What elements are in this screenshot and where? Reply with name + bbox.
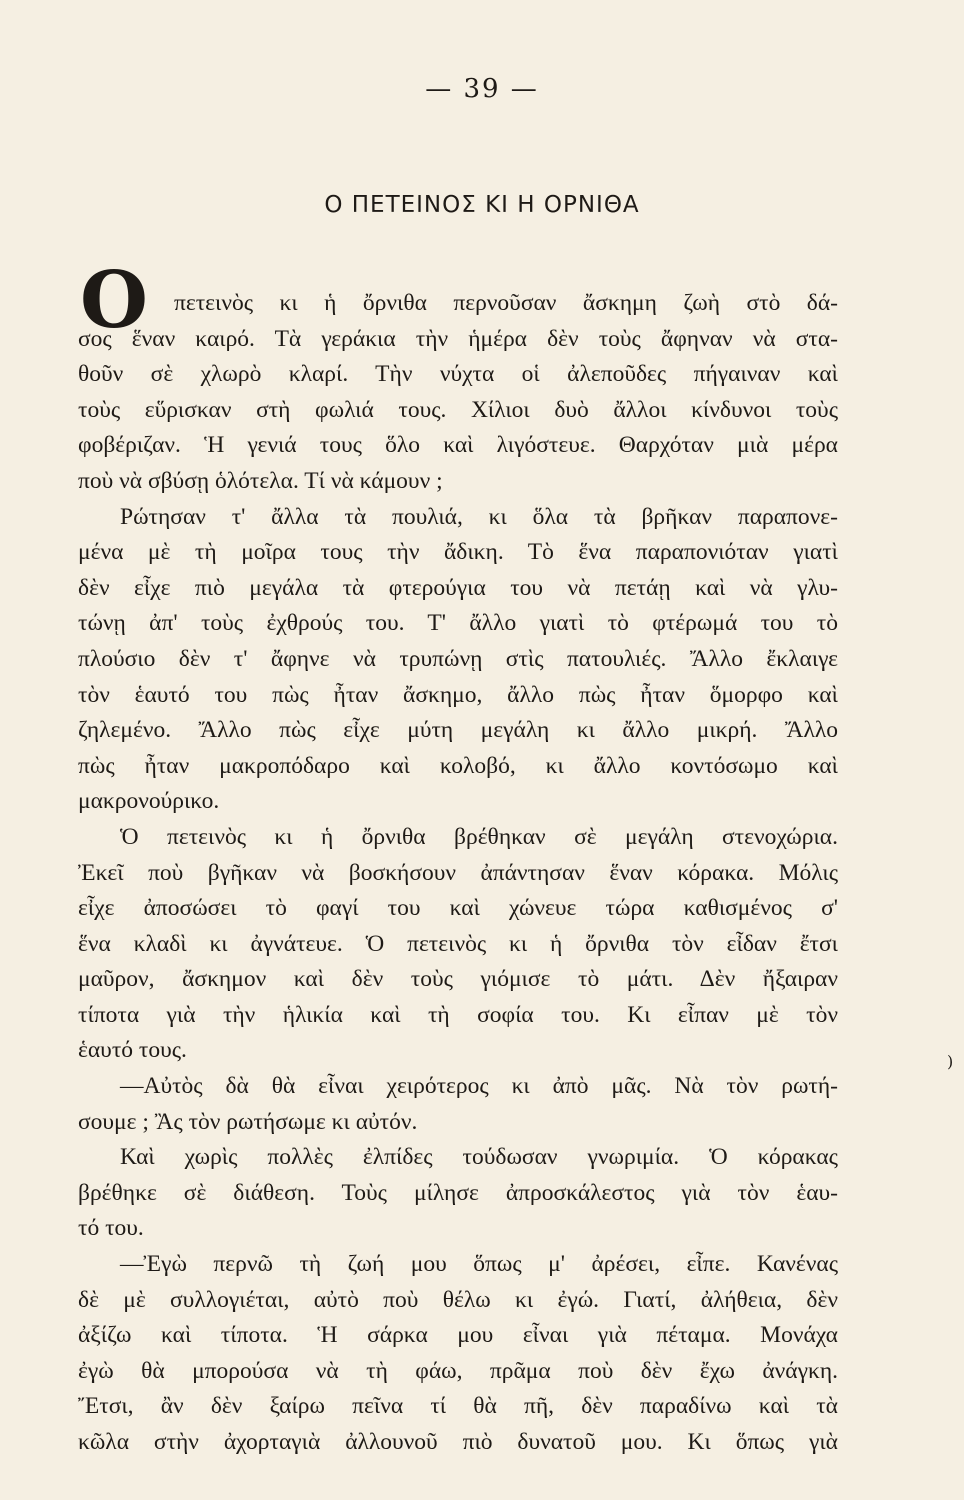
text-line: μαῦρον, ἄσκημον καὶ δὲν τοὺς γιόμισε τὸ μάτι. Δὲν ἤξαιραν	[78, 966, 838, 993]
text-line: δὲν εἶχε πιὸ μεγάλα τὰ φτερούγια του νὰ πετάῃ καὶ νὰ γλυ-	[78, 574, 838, 601]
text-line: —Αὐτὸς δὰ θὰ εἶναι χειρότερος κι ἀπὸ μᾶς. Νὰ τὸν ρωτή-	[120, 1073, 838, 1100]
text-line: δὲ μὲ συλλογιέται, αὐτὸ ποὺ θέλω κι ἐγώ. Γιατί, ἀλήθεια, δὲν	[78, 1286, 838, 1313]
text-line: Καὶ χωρὶς πολλὲς ἐλπίδες τούδωσαν γνωριμία. Ὁ κόρακας	[120, 1144, 838, 1171]
text-line: τὸν ἑαυτό του πὼς ἦταν ἄσκημο, ἄλλο πὼς ἦταν ὅμορφο καὶ	[78, 681, 838, 708]
body-text	[78, 286, 838, 1461]
text-line: Ἔτσι, ἂν δὲν ξαίρω πεῖνα τί θὰ πῆ, δὲν παραδίνω καὶ τὰ	[78, 1393, 838, 1420]
text-line: ἑαυτό τους.	[78, 1037, 187, 1064]
text-line: πὼς ἦταν μακροπόδαρο καὶ κολοβό, κι ἄλλο κοντόσωμο καὶ	[78, 752, 838, 779]
text-line: πλούσιο δὲν τ' ἄφηνε νὰ τρυπώνῃ στὶς πατουλιές. Ἄλλο ἔκλαιγε	[78, 645, 838, 672]
text-line: ποὺ νὰ σβύσῃ ὁλότελα. Τί νὰ κάμουν ;	[78, 467, 443, 494]
text-line: τώνῃ ἀπ' τοὺς ἐχθρούς του. Τ' ἄλλο γιατὶ τὸ φτέρωμά του τὸ	[78, 610, 838, 637]
text-line: μένα μὲ τὴ μοῖρα τους τὴν ἄδικη. Τὸ ἕνα παραπονιόταν γιατὶ	[78, 539, 838, 566]
text-line: ἀξίζω καὶ τίποτα. Ἡ σάρκα μου εἶναι γιὰ πέταμα. Μονάχα	[78, 1322, 838, 1349]
drop-cap: Ο	[80, 255, 148, 346]
text-line: τό του.	[78, 1215, 144, 1242]
text-line: ἐγὼ θὰ μπορούσα νὰ τὴ φάω, πρᾶμα ποὺ δὲν ἔχω ἀνάγκη.	[78, 1357, 838, 1384]
text-line: σος ἕναν καιρό. Τὰ γεράκια τὴν ἡμέρα δὲν τοὺς ἄφηναν νὰ στα-	[78, 325, 838, 352]
text-line: θοῦν σὲ χλωρὸ κλαρί. Τὴν νύχτα οἱ ἀλεποῦδες πήγαιναν καὶ	[78, 361, 838, 388]
text-line: μακρονούρικο.	[78, 788, 220, 815]
margin-mark: )	[947, 1052, 954, 1071]
text-line: εἶχε ἀποσώσει τὸ φαγί του καὶ χώνευε τώρα καθισμένος σ'	[78, 895, 838, 922]
text-line: ἕνα κλαδὶ κι ἀγνάτευε. Ὁ πετεινὸς κι ἡ ὄρνιθα τὸν εἶδαν ἔτσι	[78, 930, 838, 957]
text-line: —Ἐγὼ περνῶ τὴ ζωή μου ὅπως μ' ἀρέσει, εἶπε. Κανένας	[120, 1251, 838, 1278]
page-number: — 39 —	[425, 74, 539, 104]
chapter-title: Ο ΠΕΤΕΙΝΟΣ ΚΙ Η ΟΡΝΙΘΑ	[324, 192, 640, 218]
text-line: σουμε ; Ἂς τὸν ρωτήσωμε κι αὐτόν.	[78, 1108, 418, 1135]
text-line: Ρώτησαν τ' ἄλλα τὰ πουλιά, κι ὅλα τὰ βρῆκαν παραπονε-	[120, 503, 838, 530]
text-line: φοβέριζαν. Ἡ γενιά τους ὅλο καὶ λιγόστευε. Θαρχόταν μιὰ μέρα	[78, 432, 838, 459]
text-line: κῶλα στὴν ἀχορταγιὰ ἀλλουνοῦ πιὸ δυνατοῦ μου. Κι ὅπως γιὰ	[78, 1429, 838, 1455]
text-line: ζηλεμένο. Ἄλλο πὼς εἶχε μύτη μεγάλη κι ἄλλο μικρή. Ἄλλο	[78, 717, 838, 744]
text-line: βρέθηκε σὲ διάθεση. Τοὺς μίλησε ἀπροσκάλεστος γιὰ τὸν ἑαυ-	[78, 1179, 838, 1206]
text-line: Ἐκεῖ ποὺ βγῆκαν νὰ βοσκήσουν ἀπάντησαν ἕναν κόρακα. Μόλις	[78, 859, 838, 886]
text-line: πετεινὸς κι ἡ ὄρνιθα περνοῦσαν ἄσκημη ζωὴ στὸ δά-	[174, 290, 838, 316]
text-line: Ὁ πετεινὸς κι ἡ ὄρνιθα βρέθηκαν σὲ μεγάλη στενοχώρια.	[120, 823, 838, 850]
text-line: τίποτα γιὰ τὴν ἡλικία καὶ τὴ σοφία του. Κι εἶπαν μὲ τὸν	[78, 1001, 838, 1028]
text-line: τοὺς εὕρισκαν στὴ φωλιά τους. Χίλιοι δυὸ ἄλλοι κίνδυνοι τοὺς	[78, 396, 838, 423]
